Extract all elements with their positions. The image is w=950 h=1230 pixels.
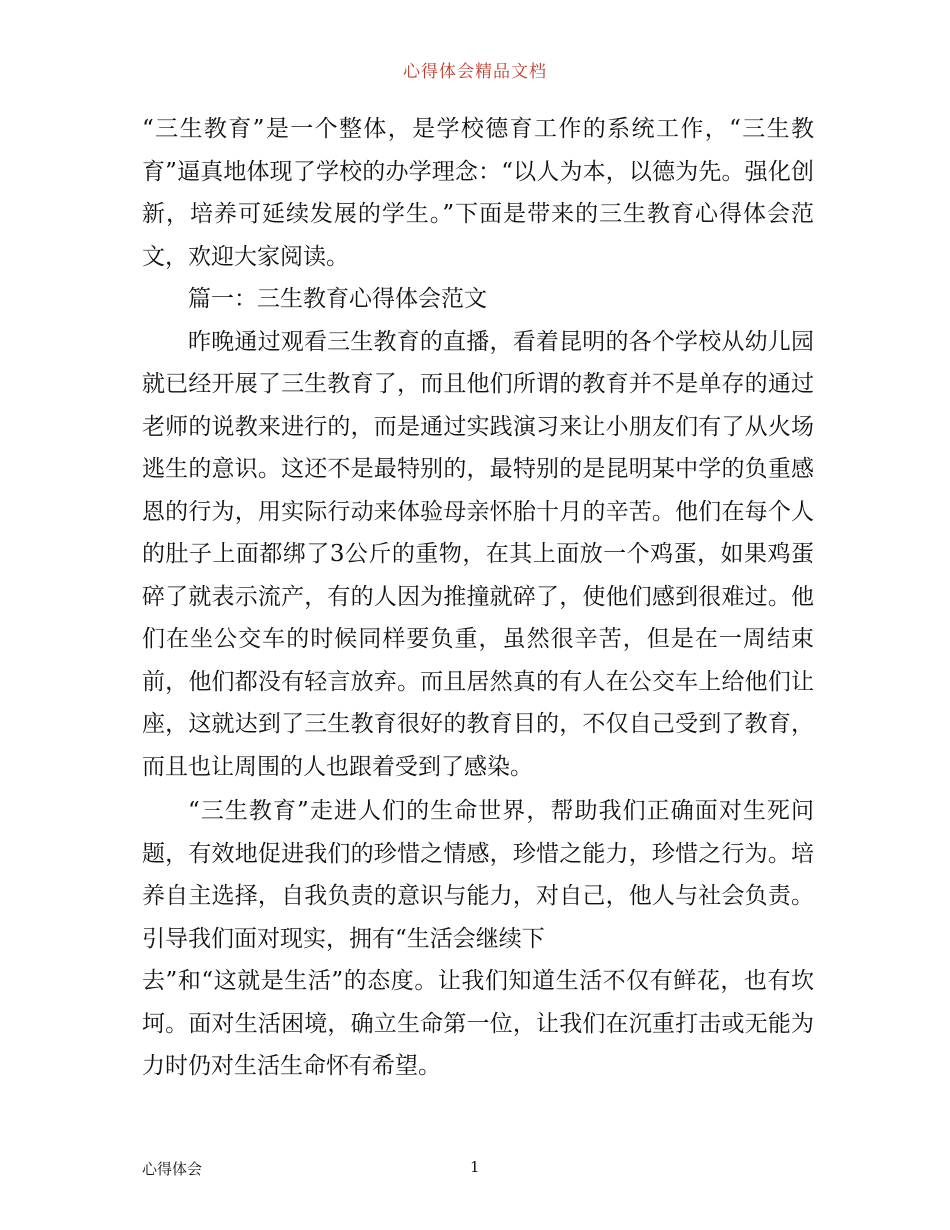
page-number: 1: [470, 1158, 480, 1176]
page-header-title: 心得体会精品文档: [403, 62, 547, 82]
document-body: [142, 108, 814, 1088]
body-paragraph-2-part-2: 去”和“这就是生活”的态度。让我们知道生活不仅有鲜花，也有坎坷。面对生活困境，确立生命第一位，让我们在沉重打击或无能为力时仍对生活生命怀有希望。: [142, 968, 814, 1079]
intro-paragraph: “三生教育”是一个整体，是学校德育工作的系统工作，“三生教育”逼真地体现了学校的办学理念：“以人为本，以德为先。强化创新，培养可延续发展的学生。”下面是带来的三生教育心得体会范文，欢迎大家阅读。: [142, 116, 814, 270]
footer-label: 心得体会: [142, 1160, 203, 1178]
body-paragraph-1: 昨晚通过观看三生教育的直播，看着昆明的各个学校从幼儿园就已经开展了三生教育了，而且他们所谓的教育并不是单存的通过老师的说教来进行的，而是通过实践演习来让小朋友们有了从火场逃生的意识。这还不是最特别的，最特别的是昆明某中学的负重感恩的行为，用实际行动来体验母亲怀胎十月的辛苦。他们在每个人的肚子上面都绑了3公斤的重物，在其上面放一个鸡蛋，如果鸡蛋碎了就表示流产，有的人因为推撞就碎了，使他们感到很难过。他们在坐公交车的时候同样要负重，虽然很辛苦，但是在一周结束前，他们都没有轻言放弃。而且居然真的有人在公交车上给他们让座，这就达到了三生教育很好的教育目的，不仅自己受到了教育，而且也让周围的人也跟着受到了感染。: [142, 328, 814, 780]
section-title: 篇一：三生教育心得体会范文: [188, 286, 487, 312]
body-paragraph-2-part-1: “三生教育”走进人们的生命世界，帮助我们正确面对生死问题，有效地促进我们的珍惜之情感，珍惜之能力，珍惜之行为。培养自主选择，自我负责的意识与能力，对自己，他人与社会负责。引导我们面对现实，拥有“生活会继续下: [142, 798, 814, 952]
